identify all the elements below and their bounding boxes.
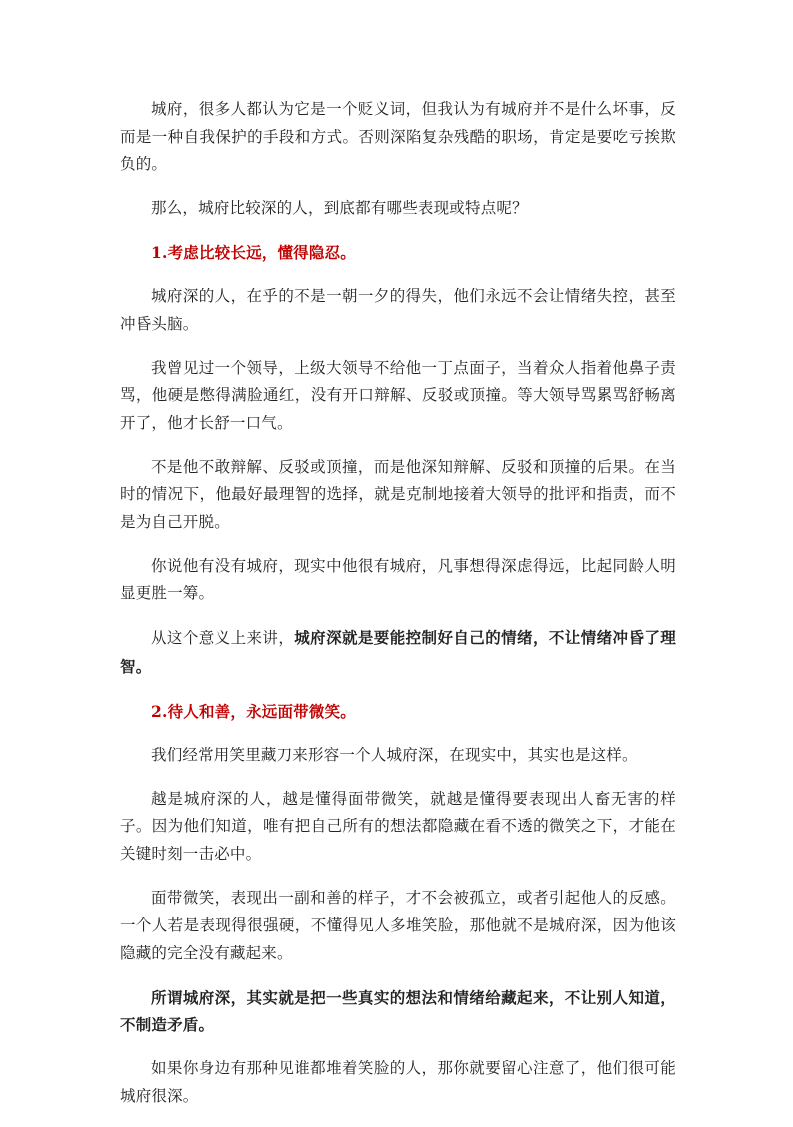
paragraph-question: 那么，城府比较深的人，到底都有哪些表现或特点呢？ bbox=[151, 199, 528, 217]
paragraph-smile-benefit: 面带微笑，表现出一副和善的样子，才不会被孤立，或者引起他人的反感。一个人若是表现得很强硬，不懂得见人多堆笑脸，那他就不是城府深，因为他该隐藏的完全没有藏起来。 bbox=[120, 888, 676, 962]
summary-1-bold: 城府深就是要能控制好自己的情绪，不让情绪冲昏了理智。 bbox=[120, 628, 676, 676]
paragraph-smile-reason: 越是城府深的人，越是懂得面带微笑，就越是懂得要表现出人畜无害的样子。因为他们知道，唯有把自己所有的想法都隐藏在看不透的微笑之下，才能在关键时刻一击必中。 bbox=[120, 789, 676, 863]
paragraph-smile-intro: 我们经常用笑里藏刀来形容一个人城府深，在现实中，其实也是这样。 bbox=[151, 745, 638, 764]
paragraph-summary-2: 所谓城府深，其实就是把一些真实的想法和情绪给藏起来，不让别人知道，不制造矛盾。 bbox=[120, 987, 676, 1034]
paragraph-leader-conclusion: 你说他有没有城府，现实中他很有城府，凡事想得深虑得远，比起同龄人明显更胜一筹。 bbox=[120, 556, 676, 602]
section-heading-2: 2.待人和善，永远面带微笑。 bbox=[151, 701, 356, 721]
summary-1-prefix: 从这个意义上来讲， bbox=[151, 629, 295, 647]
section-heading-1: 1.考虑比较长远，懂得隐忍。 bbox=[151, 243, 356, 262]
paragraph-advice: 如果你身边有那种见谁都堆着笑脸的人，那你就要留心注意了，他们很可能城府很深。 bbox=[120, 1059, 676, 1105]
paragraph-leader-story: 我曾见过一个领导，上级大领导不给他一丁点面子，当着众人指着他鼻子责骂，他硬是憋得满脸通红，没有开口辩解、反驳或顶撞。等大领导骂累骂舒畅离开了，他才长舒一口气。 bbox=[120, 358, 676, 432]
paragraph-leader-reason: 不是他不敢辩解、反驳或顶撞，而是他深知辩解、反驳和顶撞的后果。在当时的情况下，他最好最理智的选择，就是克制地接着大领导的批评和指责，而不是为自己开脱。 bbox=[120, 457, 676, 531]
document-body bbox=[120, 96, 676, 1127]
paragraph-emotion-control: 城府深的人，在乎的不是一朝一夕的得失，他们永远不会让情绪失控，甚至冲昏头脑。 bbox=[120, 287, 676, 333]
paragraph-intro: 城府，很多人都认为它是一个贬义词，但我认为有城府并不是什么坏事，反而是一种自我保护的手段和方式。否则深陷复杂残酷的职场，肯定是要吃亏挨欺负的。 bbox=[120, 100, 676, 173]
paragraph-summary-1 bbox=[120, 624, 676, 681]
